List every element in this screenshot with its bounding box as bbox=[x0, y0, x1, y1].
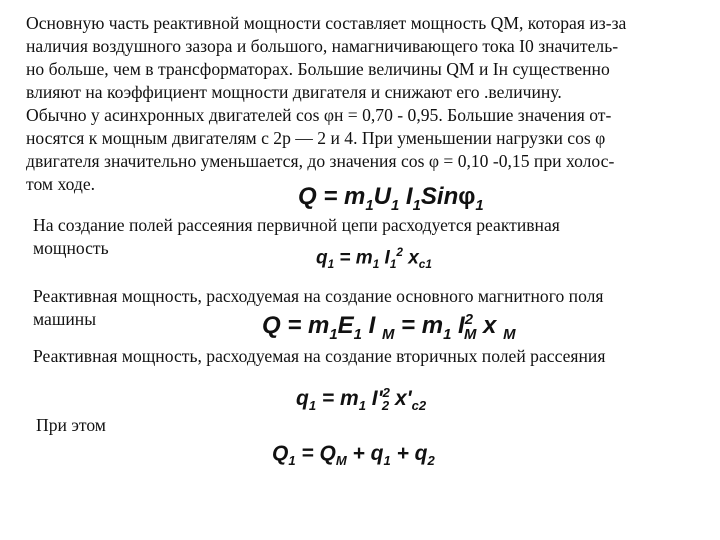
primary-leakage-line-2: мощность bbox=[33, 238, 109, 258]
secondary-leakage-line: Реактивная мощность, расходуемая на создание вторичных полей рассеяния bbox=[33, 346, 606, 366]
total-text bbox=[36, 414, 706, 437]
total-line: При этом bbox=[36, 415, 106, 435]
formula-secondary-leakage: $q_1 = m_1$ $I'^2_2$ $x'_{c2}$ bbox=[296, 385, 427, 414]
formula-main-field: $Q = m_1E_1$ I $_M = m_1$ $I^2_M$ x $_M$ bbox=[262, 312, 516, 343]
intro-paragraph bbox=[26, 12, 706, 196]
intro-line-1: Основную часть реактивной мощности составляет мощность QM, которая из-за bbox=[26, 13, 627, 33]
intro-line-2: наличия воздушного зазора и большого, намагничивающего тока I0 значитель- bbox=[26, 36, 619, 56]
intro-line-3: но больше, чем в трансформаторах. Большие величины QM и Iн существенно bbox=[26, 59, 610, 79]
intro-line-4: влияют на коэффициент мощности двигателя и снижают его .величину. bbox=[26, 82, 562, 102]
formula-primary-leakage: $q_1 = m_1$ $I_1^2$ $x_{c1}$ bbox=[316, 246, 432, 272]
intro-line-5: Обычно у асинхронных двигателей cos φн = 0,70 - 0,95. Большие значения от- bbox=[26, 105, 612, 125]
secondary-leakage-text bbox=[33, 345, 703, 368]
main-field-line-2: машины bbox=[33, 309, 97, 329]
formula-total: $Q_1 = Q_M + q_1 + q_2$ bbox=[272, 442, 435, 469]
main-field-line-1: Реактивная мощность, расходуемая на создание основного магнитного поля bbox=[33, 286, 604, 306]
intro-line-8: том ходе. bbox=[26, 174, 96, 194]
intro-line-6: носятся к мощным двигателям с 2p — 2 и 4. При уменьшении нагрузки cos φ bbox=[26, 128, 606, 148]
primary-leakage-line-1: На создание полей рассеяния первичной цепи расходуется реактивная bbox=[33, 215, 560, 235]
formula-reactive-power: $Q = m_1U_1$ $I_1Sin\varphi_1$ bbox=[298, 183, 484, 214]
intro-line-7: двигателя значительно уменьшается, до значения cos φ = 0,10 -0,15 при холос- bbox=[26, 151, 615, 171]
